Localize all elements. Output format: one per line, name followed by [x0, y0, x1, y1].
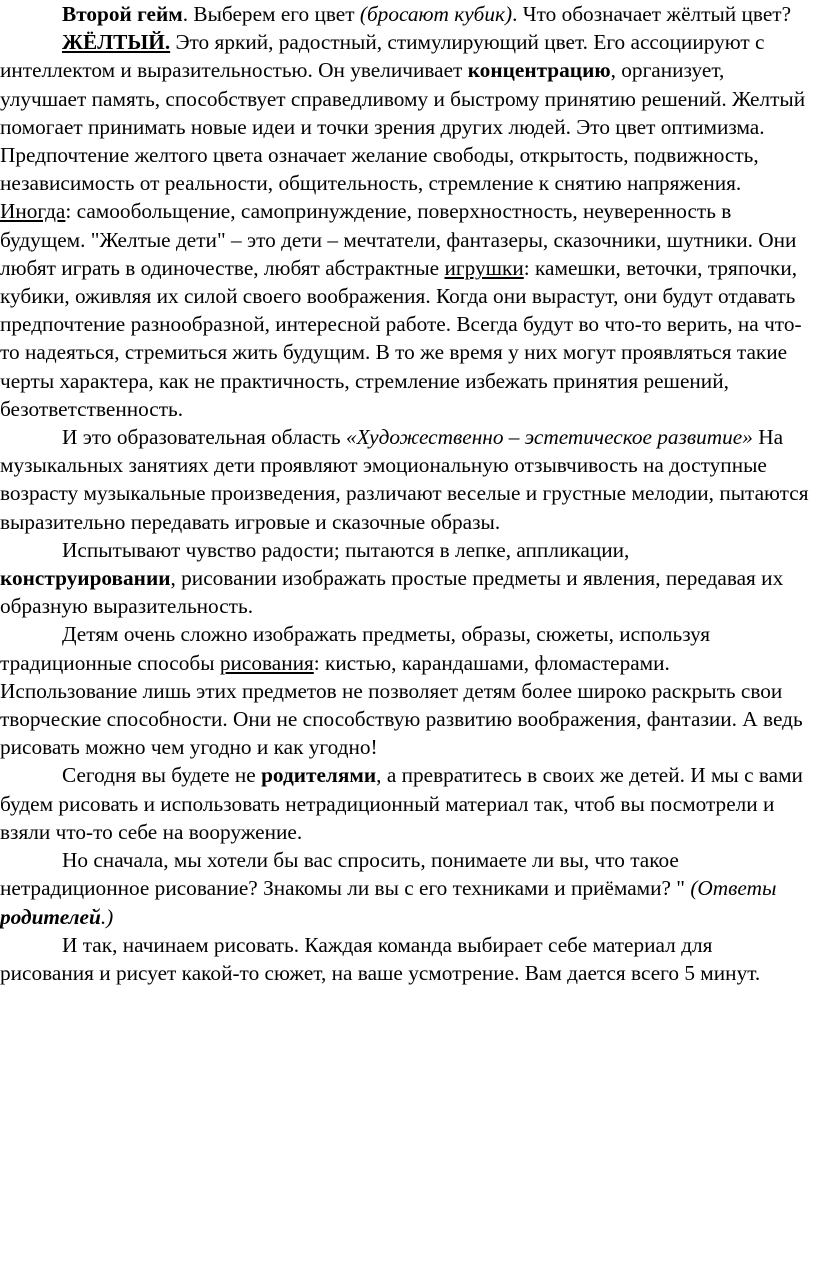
paragraph-start-drawing: И так, начинаем рисовать. Каждая команда выбирает себе материал для рисования и рисует какой-то сюжет, на ваше усмотрение. Вам дается всего 5 минут. [0, 932, 761, 985]
second-game-label: Второй гейм [62, 2, 183, 26]
paragraph-educational-area: И это образовательная область «Художественно – эстетическое развитие» На музыкальных занятиях дети проявляют эмоциональную отзывчивость на доступные возрасту музыкальные произведения, различают веселые и грустные мелодии, пытаются выразительно передавать игровые и сказочные образы. [0, 425, 809, 534]
yellow-heading: ЖЁЛТЫЙ. [62, 30, 171, 55]
paragraph-second-game: Второй гейм. Выберем его цвет (бросают кубик). Что обозначает жёлтый цвет? [62, 2, 792, 26]
paragraph-drawing-difficulty: Детям очень сложно изображать предметы, образы, сюжеты, используя традиционные способы рисования: кистью, карандашами, фломастерами. Использование лишь этих предметов не позволяет детям более широко раскрыть свои творческие способности. Они не способствую развитию воображения, фантазии. А ведь рисовать можно чем угодно и как угодно! [0, 622, 803, 760]
paragraph-joy-feeling: Испытывают чувство радости; пытаются в лепке, аппликации, конструировании, рисовании изображать простые предметы и явления, передавая их образную выразительность. [0, 537, 784, 619]
paragraph-yellow-description: ЖЁЛТЫЙ. Это яркий, радостный, стимулирующий цвет. Его ассоциируют с интеллектом и выразительностью. Он увеличивает концентрацию, организует, улучшает память, способствует справедливому и быстрому принятию решений. Желтый помогает принимать новые идеи и точки зрения других людей. Это цвет оптимизма. Предпочтение желтого цвета означает желание свободы, открытость, подвижность, независимость от реальности, общительность, стремление к снятию напряжения. Иногда: самообольщение, самопринуждение, поверхностность, неуверенность в будущем. "Желтые дети" – это дети – мечтатели, фантазеры, сказочники, шутники. Они любят играть в одиночестве, любят абстрактные игрушки: камешки, веточки, тряпочки, кубики, оживляя их силой своего воображения. Когда они вырастут, они будут отдавать предпочтение разнообразной, интересной работе. Всегда будут во что-то верить, на что-то надеяться, стремиться жить будущим. В то же время у них могут проявляться такие черты характера, как не практичность, стремление избежать принятия решений, безответственность. [0, 30, 806, 421]
paragraph-question: Но сначала, мы хотели бы вас спросить, понимаете ли вы, что такое нетрадиционное рисование? Знакомы ли вы с его техниками и приёмами? " (Ответы родителей.) [0, 848, 777, 929]
paragraph-parents-as-children: Сегодня вы будете не родителями, а превратитесь в своих же детей. И мы с вами будем рисовать и использовать нетрадиционный материал так, чтоб вы посмотрели и взяли что-то себе на вооружение. [0, 763, 803, 844]
